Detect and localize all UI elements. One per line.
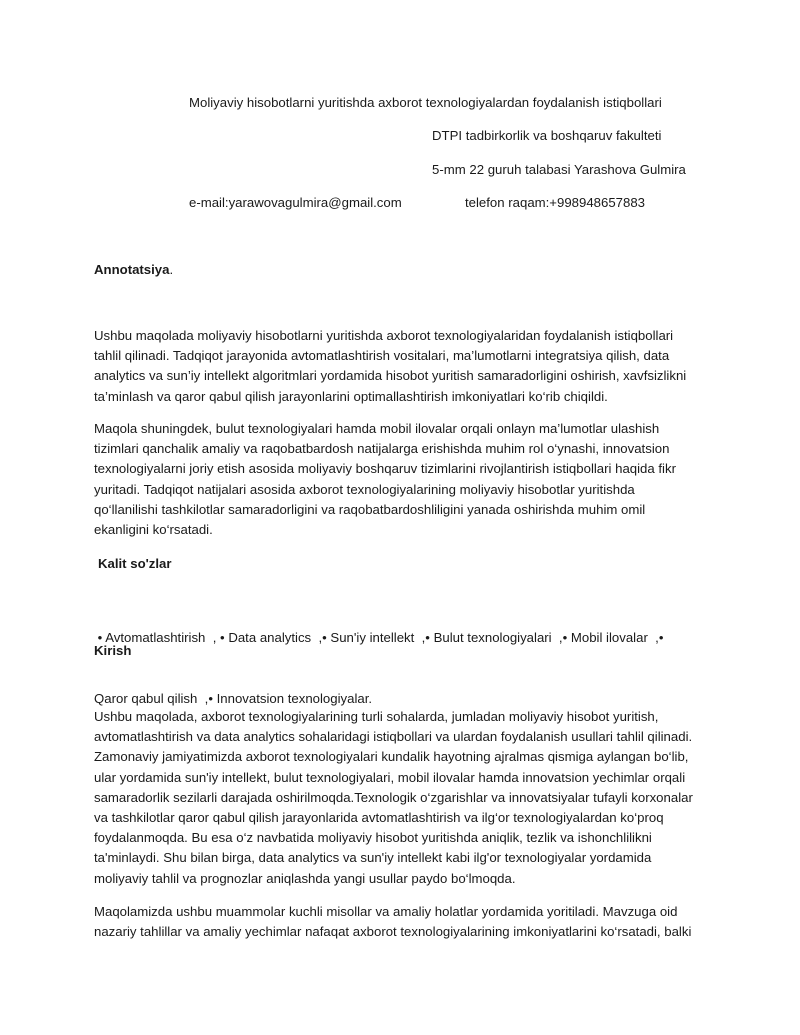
paragraph-line: yuritadi. Tadqiqot natijalari asosida axborot texnologiyalarining moliyaviy hisobotlar yuritishda xyxy=(94,481,635,497)
keywords-line: Qaror qabul qilish ,• Innovatsion texnologiyalar. xyxy=(94,691,373,707)
annotation-heading-text: Annotatsiya xyxy=(94,262,170,277)
email-line: e-mail:yarawovagulmira@gmail.com xyxy=(189,195,402,210)
annotation-paragraph-1 xyxy=(94,326,706,407)
intro-paragraph-2 xyxy=(94,902,706,942)
author-line: 5-mm 22 guruh talabasi Yarashova Gulmira xyxy=(432,162,686,177)
paragraph-line: nazariy tahlillar va amaliy yechimlar nafaqat axborot texnologiyalarining imkoniyatlarini ko‘rsatadi, balki xyxy=(94,924,692,940)
annotation-heading-punct: . xyxy=(169,262,174,277)
keywords-heading: Kalit so'zlar xyxy=(98,556,172,571)
faculty-line: DTPI tadbirkorlik va boshqaruv fakulteti xyxy=(432,128,662,143)
paragraph-line: tizimlari qanchalik amaliy va raqobatbardosh natijalarga erishishda muhim rol o‘ynashi, innovatsion xyxy=(94,441,670,457)
paper-title: Moliyaviy hisobotlarni yuritishda axborot texnologiyalardan foydalanish istiqbollari xyxy=(189,95,662,110)
annotation-heading xyxy=(94,260,173,280)
paragraph-line: samaradorlik sezilarli darajada oshirilmoqda.Texnologik o‘zgarishlar va innovatsiyalar tufayli korxonalar xyxy=(94,789,693,805)
paragraph-line: tahlil qilinadi. Tadqiqot jarayonida avtomatlashtirish vositalari, ma’lumotlarni integratsiya qilish, data xyxy=(94,348,670,364)
paragraph-line: analytics va sun’iy intellekt algoritmlari yordamida hisobot yuritish samaradorligini oshirish, xavfsizlikni xyxy=(94,368,687,384)
paragraph-line: ular yordamida sun'iy intellekt, bulut texnologiyalari, mobil ilovalar hamda innovatsion yechimlar orqali xyxy=(94,769,686,785)
paragraph-line: qo‘llanilishi tashkilotlar samaradorligini va raqobatbardoshliligini yanada oshirishda muhim omil xyxy=(94,501,646,517)
paragraph-line: Ushbu maqolada moliyaviy hisobotlarni yuritishda axborot texnologiyalaridan foydalanish istiqbollari xyxy=(94,328,674,343)
paragraph-line: Maqola shuningdek, bulut texnologiyalari hamda mobil ilovalar orqali onlayn ma’lumotlar ulashish xyxy=(94,421,660,436)
paragraph-line: ta’minlash va qaror qabul qilish jarayonlarini optimallashtirish imkoniyatlari ko‘rib chiqildi. xyxy=(94,388,608,404)
paragraph-line: texnologiyalarni joriy etish asosida moliyaviy boshqaruv tizimlarini rivojlantirish istiqbollari haqida fikr xyxy=(94,461,676,477)
keywords-line: • Avtomatlashtirish , • Data analytics ,• Sun'iy intellekt ,• Bulut texnologiyalari ,• Mobil ilovalar ,• xyxy=(94,630,664,646)
paragraph-line: foydalanmoqda. Bu esa o‘z navbatida moliyaviy hisobot yuritishda aniqlik, tezlik va ishonchlilikni xyxy=(94,830,652,846)
paragraph-line: moliyaviy tahlil va prognozlar aniqlashda yangi usullar paydo bo‘lmoqda. xyxy=(94,870,516,886)
paragraph-line: ekanligini ko‘rsatadi. xyxy=(94,522,213,538)
phone-line: telefon raqam:+998948657883 xyxy=(465,195,646,210)
paragraph-line: Ushbu maqolada, axborot texnologiyalarining turli sohalarda, jumladan moliyaviy hisobot yuritish, xyxy=(94,709,659,724)
paragraph-line: Zamonaviy jamiyatimizda axborot texnologiyalari kundalik hayotning ajralmas qismiga aylangan bo‘lib, xyxy=(94,749,689,765)
paragraph-line: ta'minlaydi. Shu bilan birga, data analytics va sun'iy intellekt kabi ilg'or texnologiyalar yordamida xyxy=(94,850,652,866)
intro-paragraph-1 xyxy=(94,707,706,889)
paragraph-line: avtomatlashtirish va data analytics sohalaridagi istiqbollari va ulardan foydalanish usullari tahlil qilinadi. xyxy=(94,729,693,745)
paragraph-line: Maqolamizda ushbu muammolar kuchli misollar va amaliy holatlar yordamida yoritiladi. Mavzuga oid xyxy=(94,904,678,919)
intro-heading: Kirish xyxy=(94,643,132,658)
paragraph-line: va tashkilotlar qaror qabul qilish jarayonlarida avtomatlashtirish va ilg‘or texnologiyalardan ko‘proq xyxy=(94,810,664,826)
annotation-paragraph-2 xyxy=(94,419,706,540)
